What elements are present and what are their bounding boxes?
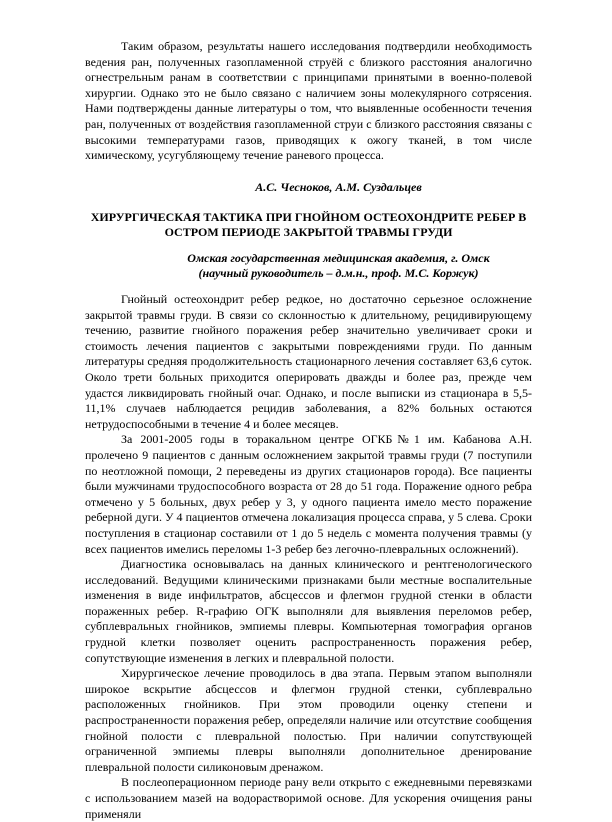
article-authors: А.С. Чесноков, А.М. Суздальцев	[255, 180, 422, 194]
intro-section	[85, 39, 532, 164]
affiliation-line-1: Омская государственная медицинская академия, г. Омск	[187, 251, 490, 265]
body-paragraph: Хирургическое лечение проводилось в два этапа. Первым этапом выполняли широкое вскрытие абсцессов и флегмон грудной стенки, субплеврально расположенных гнойников. При этом проводили оценку степени и распространенности поражения ребер, определяли наличие или отсутствие сообщения гнойной полости с плевральной полостью. При наличии сопутствующей ограниченной эмпиемы плевры выполняли дополнительное дренирование плевральной полости силиконовым дренажом.	[85, 666, 532, 774]
title-line-1: ХИРУРГИЧЕСКАЯ ТАКТИКА ПРИ ГНОЙНОМ ОСТЕОХОНДРИТЕ РЕБЕР В	[90, 210, 527, 224]
title-line-2: ОСТРОМ ПЕРИОДЕ ЗАКРЫТОЙ ТРАВМЫ ГРУДИ	[164, 224, 453, 239]
affiliation-line-2: (научный руководитель – д.м.н., проф. М.С. Коржук)	[198, 266, 479, 280]
article-title	[85, 210, 532, 239]
body-paragraph: За 2001-2005 годы в торакальном центре ОГКБ№1 им. Кабанова А.Н. пролечено 9 пациентов с данным осложнением закрытой травмы груди (7 поступили по неотложной помощи, 2 переведены из других стационаров города). Все пациенты были мужчинами трудоспособного возраста от 28 до 51 года. Поражение одного ребра отмечено у 5 больных, двух ребер у 3, у одного пациента имело место поражение реберной дуги. У 4 пациентов отмечена локализация процесса справа, у 5 слева. Сроки поступления в стационар составили от 1 до 5 недель с момента получения травмы (у всех пациентов имелись переломы 1-3 ребер без легочно-плевральных осложнений).	[85, 432, 532, 556]
body-paragraph: Диагностика основывалась на данных клинического и рентгенологического исследований. Ведущими клиническими признаками были местные воспалительные изменения в виде инфильтратов, абсцессов и флегмон грудной стенки в области пораженных ребер. R-графию ОГК выполняли для выявления переломов ребер, субплевральных гнойников, эмпиемы плевры. Компьютерная томография органов грудной клетки позволяет оценить распространенность поражения ребер, сопутствующие изменения в легких и плевральной полости.	[85, 557, 532, 665]
article-affiliation	[85, 251, 532, 281]
article-body	[85, 292, 532, 822]
intro-paragraph: Таким образом, результаты нашего исследования подтвердили необходимость ведения ран, полученных газопламенной струёй с близкого расстояния аналогично огнестрельным ранам в соответствии с принципами принятыми в военно-полевой хирургии. Однако это не было связано с наличием зоны молекулярного сотрясения. Нами подтверждены данные литературы о том, что выявленные особенности течения ран, полученных от воздействия газопламенной струи с близкого расстояния связаны с высокими температурами газов, приводящих к ожогу тканей, в том числе химическому, усугубляющему течение раневого процесса.	[85, 39, 532, 163]
body-paragraph: Гнойный остеохондрит ребер редкое, но достаточно серьезное осложнение закрытой травмы груди. В связи со склонностью к длительному, рецидивирующему течению, развитие гнойного поражения ребер значительно увеличивает сроки и стоимость лечения пациентов с закрытыми повреждениями груди. По данным литературы средняя продолжительность стационарного лечения составляет 63,6 суток. Около трети больных приходится оперировать дважды и более раз, прежде чем удастся ликвидировать гнойный очаг. Однако, и после выписки из стационара в 5,5-11,1% случаев наблюдается рецидив заболевания, а 82% больных остаются нетрудоспособными в течение 4 и более месяцев.	[85, 292, 532, 431]
body-paragraph: В послеоперационном периоде рану вели открыто с ежедневными перевязками с использованием мазей на водорастворимой основе. Для ускорения очищения раны применяли	[85, 775, 532, 821]
